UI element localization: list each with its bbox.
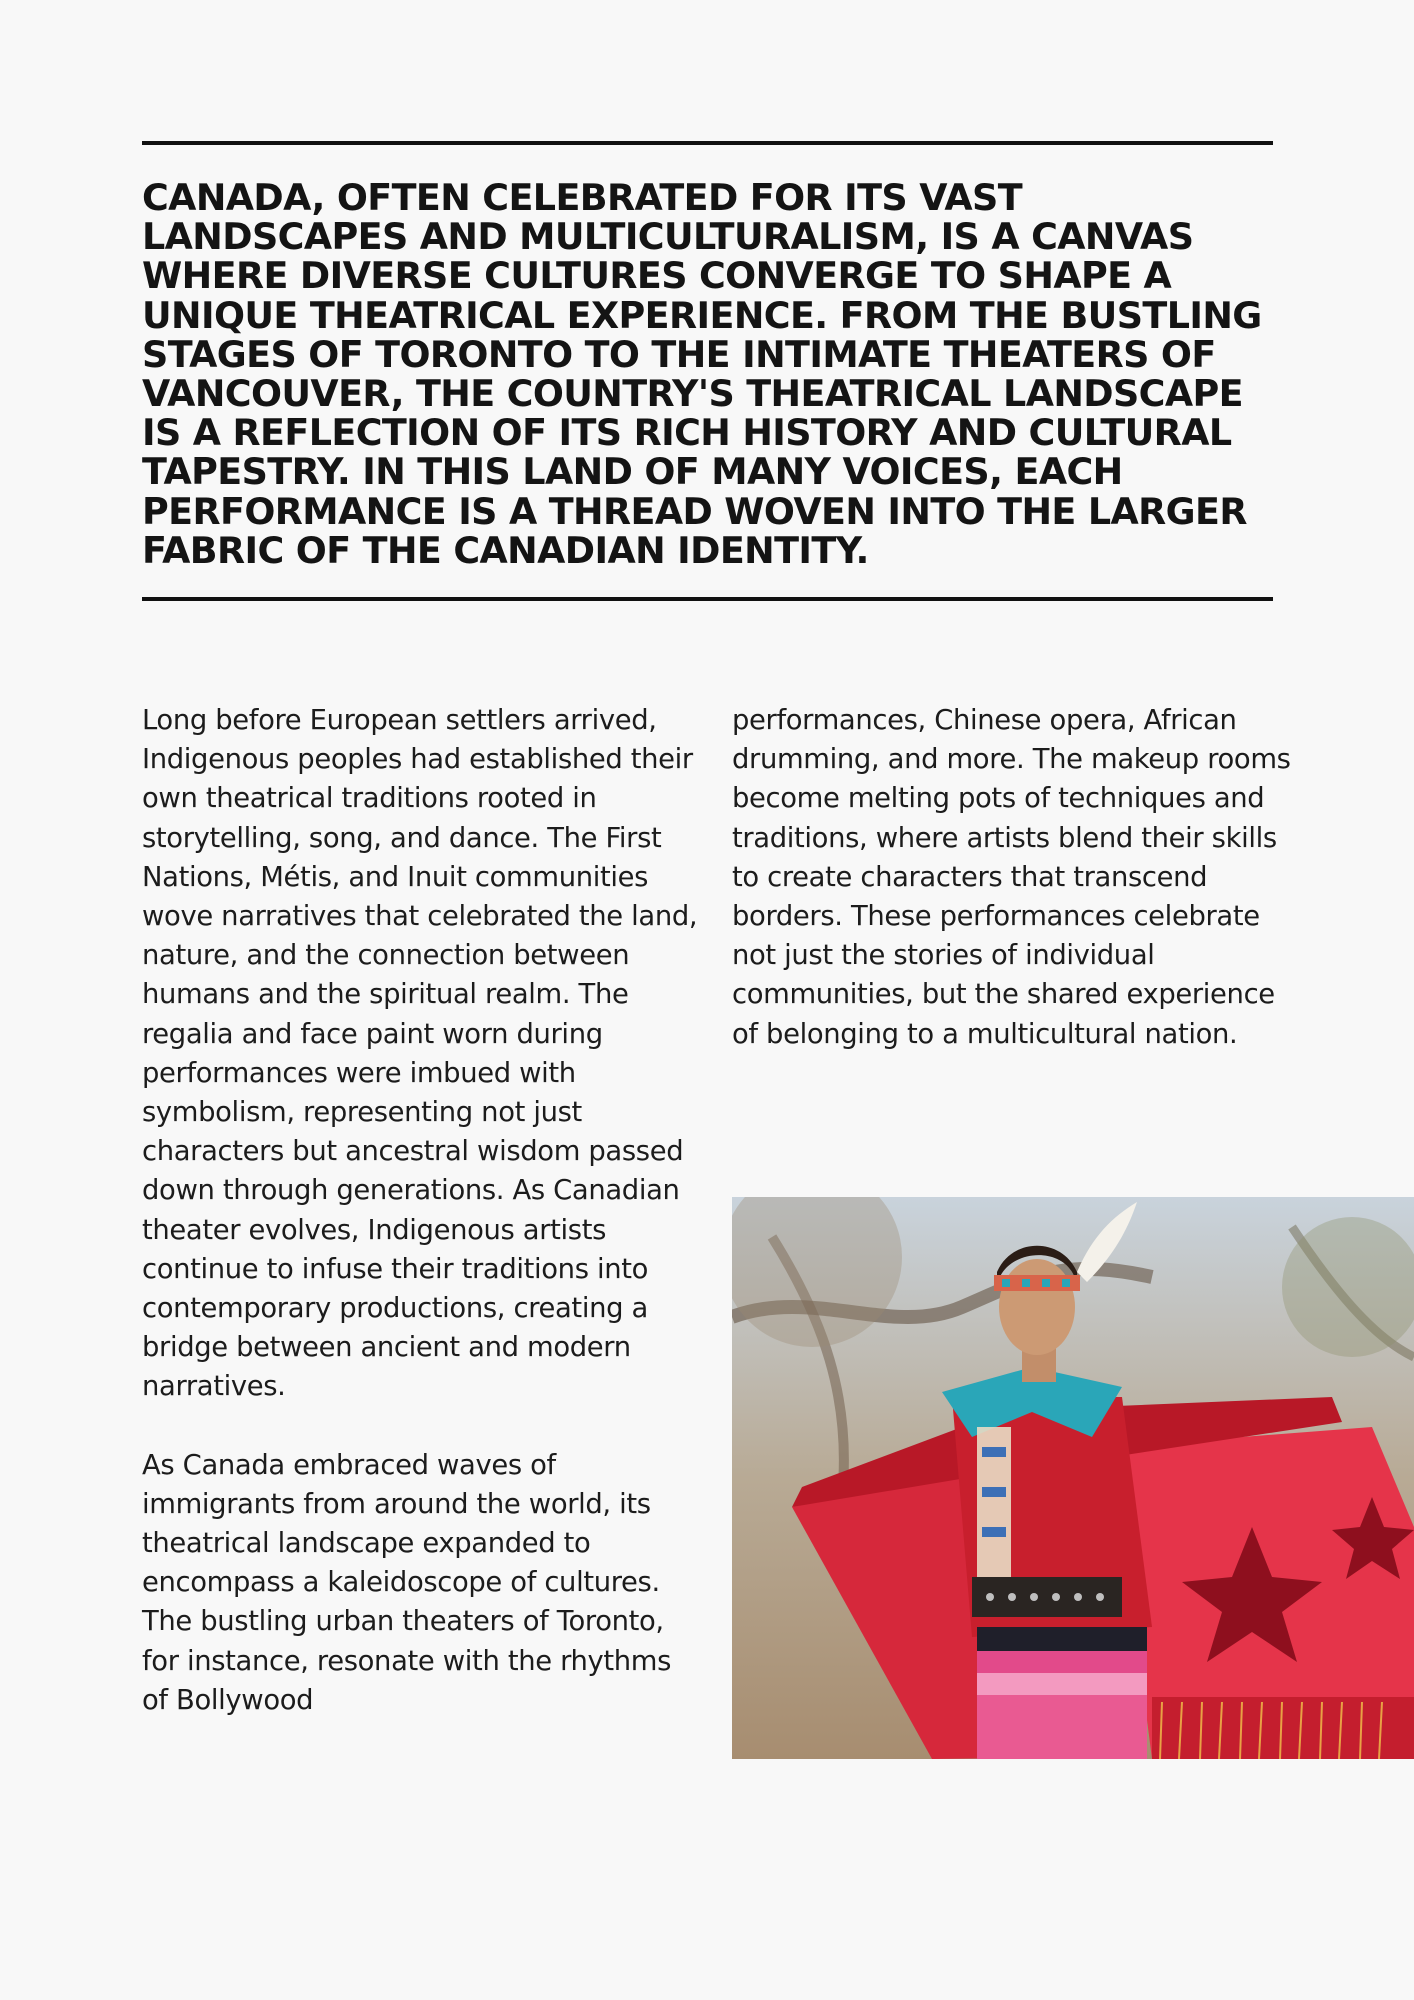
indigenous-dancer-photo <box>732 1197 1414 1759</box>
paragraph-immigrant-cultures: As Canada embraced waves of immigrants from around the world, its theatrical landscape expanded to encompass a kaleidoscope of cultures. The bustling urban theaters of Toronto, for instance, resonate with the rhythms of Bollywood <box>142 1449 672 1716</box>
top-divider <box>142 141 1273 145</box>
bottom-divider <box>142 597 1273 601</box>
dancer-illustration <box>732 1197 1414 1759</box>
paragraph-indigenous-traditions: Long before European settlers arrived, Indigenous peoples had established their own theatrical traditions rooted in storytelling, song, and dance. The First Nations, Métis, and Inuit communities wove narratives that celebrated the land, nature, and the connection between humans and the spiritual realm. The regalia and face paint worn during performances were imbued with symbolism, representing not just characters but ancestral wisdom passed down through generations. As Canadian theater evolves, Indigenous artists continue to infuse their traditions into contemporary productions, creating a bridge between ancient and modern narratives. <box>142 705 698 1403</box>
headline: CANADA, OFTEN CELEBRATED FOR ITS VAST LANDSCAPES AND MULTICULTURALISM, IS A CANVAS WHERE DIVERSE CULTURES CONVERGE TO SHAPE A UNIQUE THEATRICAL EXPERIENCE. FROM THE BUSTLING STAGES OF TORONTO TO THE INTIMATE THEATERS OF VANCOUVER, THE COUNTRY'S THEATRICAL LANDSCAPE IS A REFLECTION OF ITS RICH HISTORY AND CULTURAL TAPESTRY. IN THIS LAND OF MANY VOICES, EACH PERFORMANCE IS A THREAD WOVEN INTO THE LARGER FABRIC OF THE CANADIAN IDENTITY. <box>142 176 1262 572</box>
paragraph-multicultural-continued: performances, Chinese opera, African drumming, and more. The makeup rooms become melting pots of techniques and traditions, where artists blend their skills to create characters that transcend borders. These performances celebrate not just the stories of individual communities, but the shared experience of belonging to a multicultural nation. <box>732 705 1291 1050</box>
right-column <box>732 701 1292 1054</box>
left-column <box>142 701 702 1720</box>
